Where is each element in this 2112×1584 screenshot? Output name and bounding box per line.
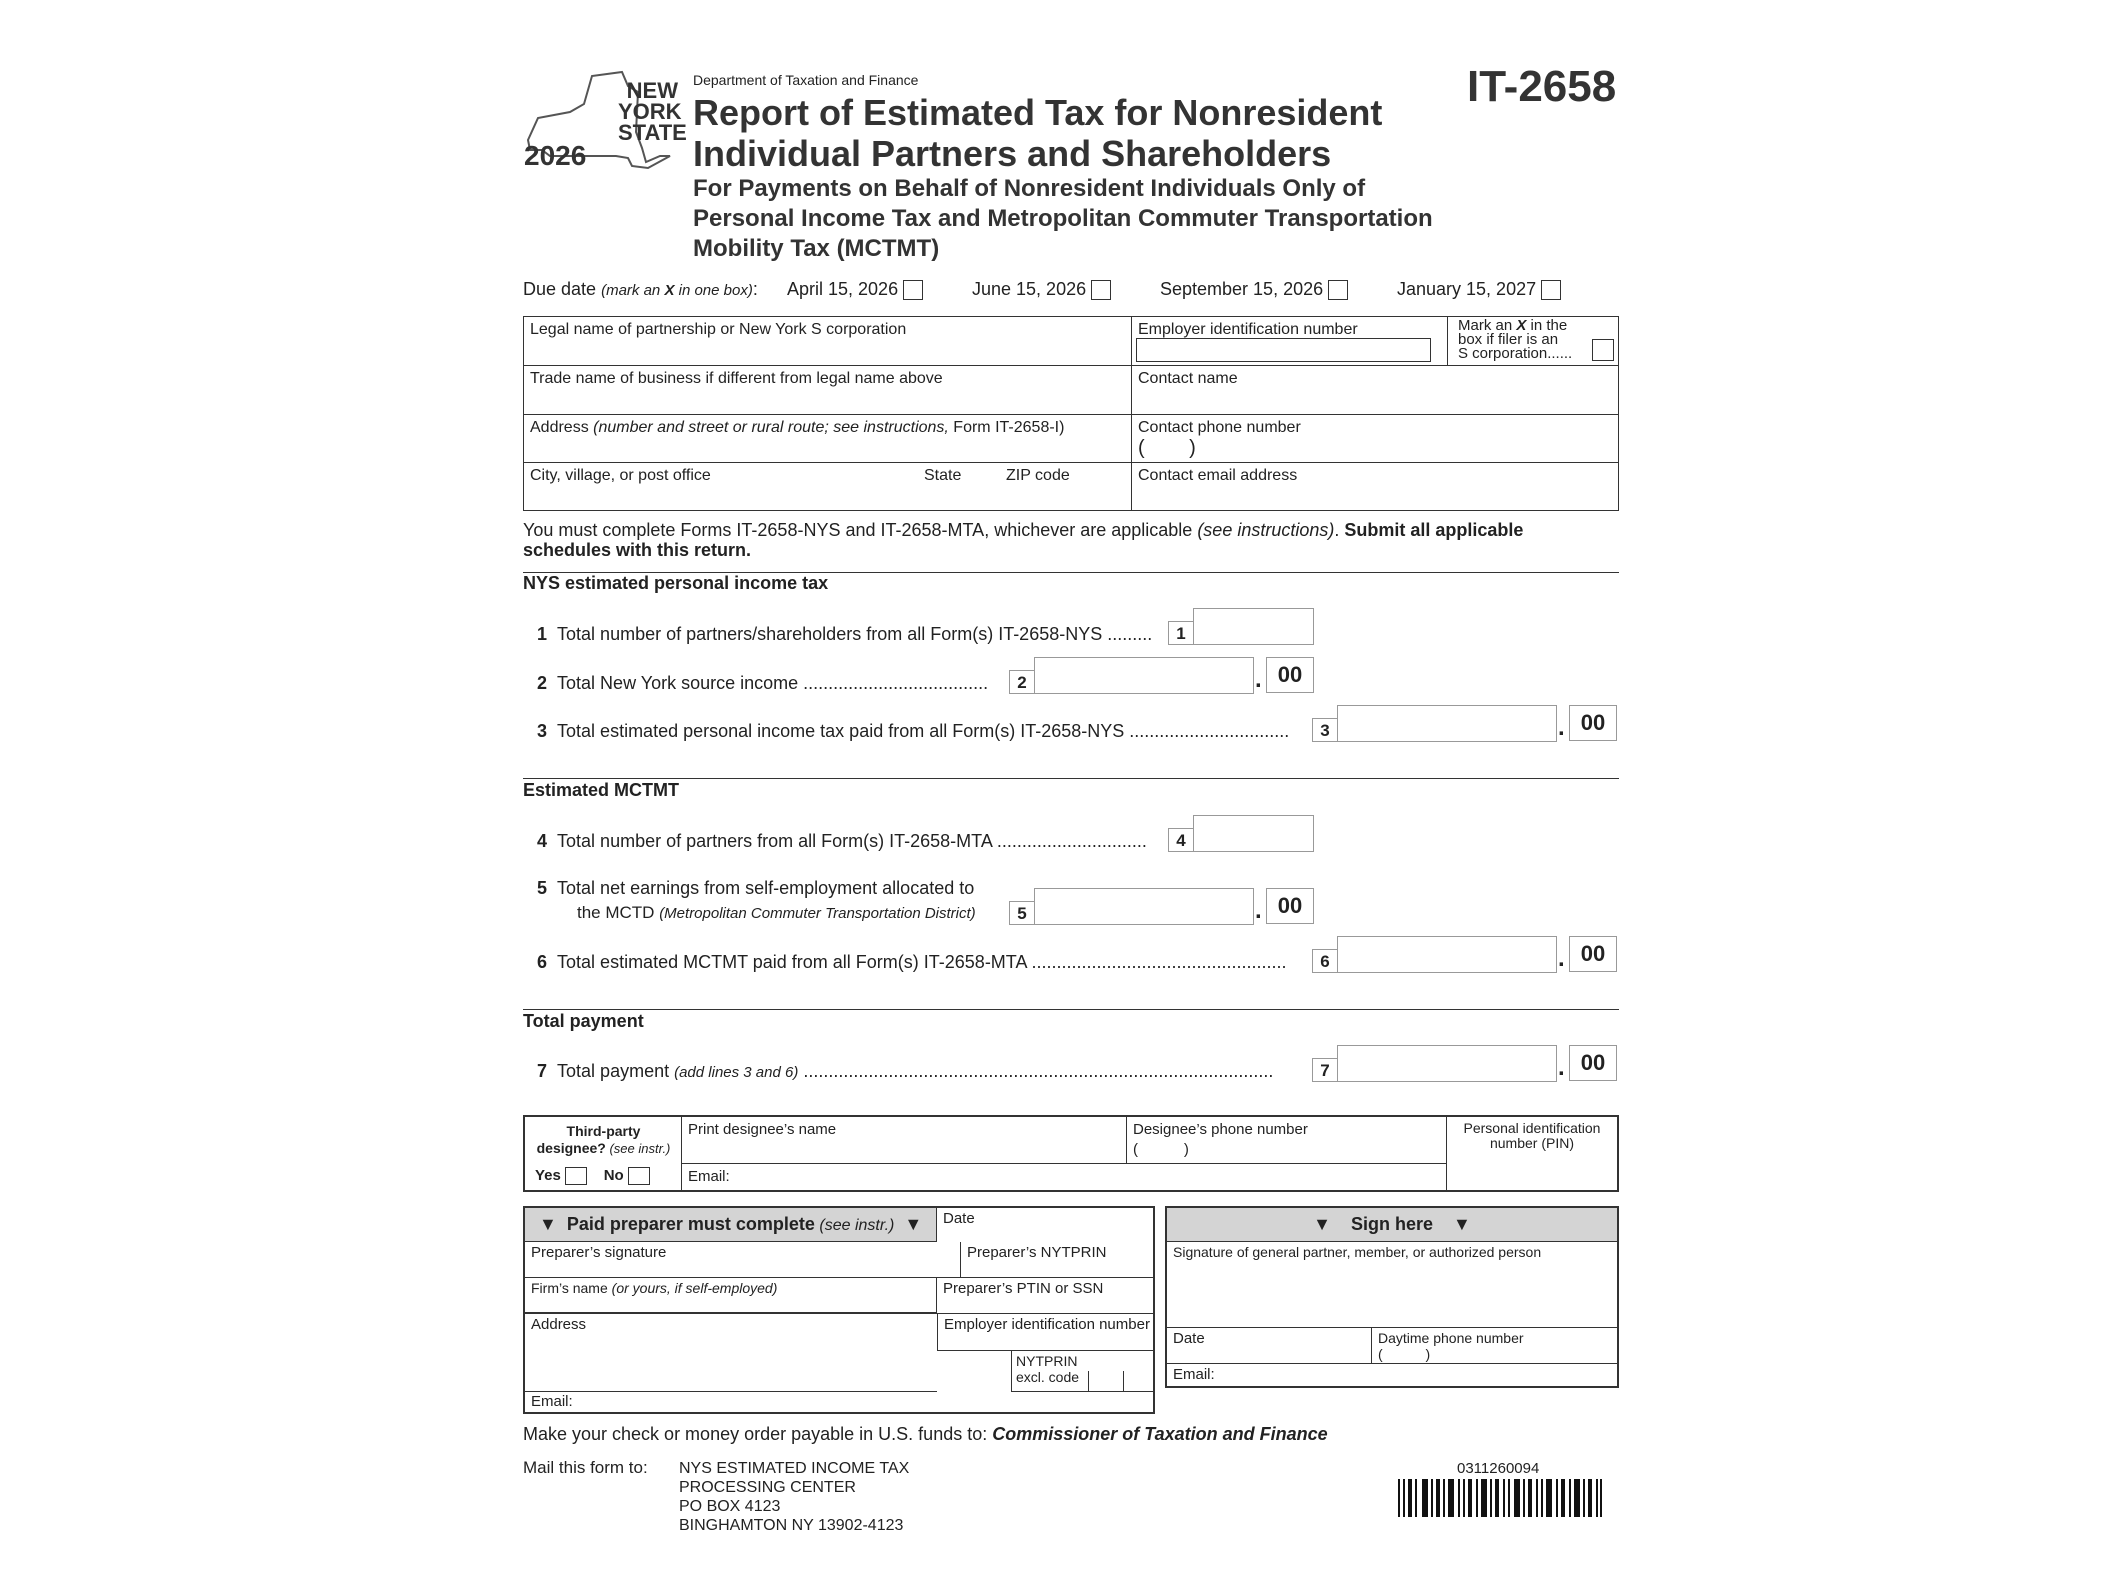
line-4-text: Total number of partners from all Form(s) IT-2658-MTA ..............................	[557, 831, 1147, 851]
line-number: 3	[537, 721, 548, 741]
due-date-row: Due date (mark an X in one box):	[523, 279, 758, 299]
due-date-checkbox[interactable]	[903, 280, 923, 300]
trade-name-field[interactable]	[524, 366, 1132, 415]
instructions-text: You must complete Forms IT-2658-NYS and IT-2658-MTA, whichever are applicable (see instructions). Submit all applicable schedules with this return.	[523, 520, 1524, 560]
preparer-ein-field[interactable]	[937, 1314, 1153, 1351]
preparer-ptin-label: Preparer’s PTIN or SSN	[943, 1280, 1104, 1297]
legal-name-field[interactable]	[524, 317, 1132, 366]
down-arrow-icon: ▼	[539, 1214, 557, 1234]
excl-code-box[interactable]	[1088, 1371, 1124, 1391]
line-4-input[interactable]	[1193, 815, 1314, 852]
line-number: 6	[537, 952, 548, 972]
legal-name-label: Legal name of partnership or New York S corporation	[530, 321, 907, 338]
line-7-box-number: 7	[1312, 1058, 1338, 1082]
line-6-input[interactable]	[1337, 936, 1557, 973]
down-arrow-icon: ▼	[904, 1214, 923, 1234]
designee-no-checkbox[interactable]	[628, 1167, 650, 1185]
designee-pin-label: Personal identification number (PIN)	[1463, 1120, 1601, 1151]
paid-preparer-table	[523, 1206, 1155, 1414]
sign-heading: Sign here	[1350, 1214, 1434, 1234]
nytprin-excl-code-field[interactable]	[1011, 1351, 1153, 1392]
sign-date-field[interactable]	[1167, 1328, 1372, 1364]
mctmt-section-heading: Estimated MCTMT	[523, 780, 680, 800]
signature-label: Signature of general partner, member, or authorized person	[1173, 1244, 1542, 1260]
third-party-designee-table	[523, 1115, 1619, 1192]
mail-label: Mail this form to:	[523, 1458, 648, 1477]
daytime-phone-label: Daytime phone number	[1378, 1330, 1524, 1346]
preparer-signature-label: Preparer’s signature	[531, 1244, 667, 1261]
designee-phone-parens: ( )	[1133, 1141, 1189, 1158]
designee-name-field[interactable]	[682, 1117, 1127, 1164]
line-5-input[interactable]	[1034, 888, 1254, 925]
ein-label: Employer identification number	[1138, 321, 1358, 338]
line-number: 4	[537, 831, 548, 851]
logo-line-new: NEW	[626, 78, 678, 103]
sign-email-field[interactable]	[1167, 1364, 1617, 1386]
due-date-text: January 15, 2027	[1397, 279, 1537, 299]
designee-question: Third-party designee? (see instr.) Yes No	[525, 1117, 682, 1190]
decimal-point: .	[1558, 714, 1565, 741]
line-6-text: Total estimated MCTMT paid from all Form(s) IT-2658-MTA ...................................................	[557, 952, 1287, 972]
nytprin-excl-label: NYTPRIN excl. code	[1016, 1353, 1080, 1385]
line-7-input[interactable]	[1337, 1045, 1557, 1082]
line-4-box-number: 4	[1168, 828, 1194, 852]
down-arrow-icon: ▼	[1313, 1214, 1331, 1234]
due-date-option-4	[1397, 279, 1561, 300]
line-5-text: Total net earnings from self-employment allocated to	[557, 878, 975, 898]
nys-map-logo	[520, 70, 687, 175]
daytime-phone-field[interactable]	[1372, 1328, 1617, 1364]
line-5-box-number: 5	[1009, 901, 1035, 925]
line-1-box-number: 1	[1168, 621, 1194, 645]
taxpayer-info-table	[523, 316, 1619, 511]
preparer-heading: Paid preparer must complete	[566, 1214, 815, 1234]
tax-year: 2026	[524, 140, 587, 171]
line-2-cents: 00	[1266, 657, 1314, 693]
s-corp-field	[1448, 317, 1618, 366]
line-3-cents: 00	[1569, 705, 1617, 741]
decimal-point: .	[1255, 897, 1262, 924]
ein-input[interactable]	[1136, 338, 1431, 362]
preparer-email-label: Email:	[531, 1393, 573, 1410]
trade-name-label: Trade name of business if different from legal name above	[530, 370, 943, 387]
total-section-heading: Total payment	[523, 1011, 644, 1031]
ein-field	[1132, 317, 1448, 366]
designee-yes-label: Yes	[535, 1167, 561, 1184]
designee-email-label: Email:	[688, 1168, 730, 1185]
s-corp-label: Mark an X in the box if filer is an S corporation......	[1458, 317, 1573, 362]
due-date-text: April 15, 2026	[787, 279, 899, 299]
phone-parens: ( )	[1138, 437, 1196, 459]
line-5	[537, 878, 974, 899]
preparer-signature-field[interactable]	[525, 1242, 961, 1278]
line-1	[537, 624, 1152, 645]
line-6-cents: 00	[1569, 936, 1617, 972]
sign-date-label: Date	[1173, 1330, 1205, 1347]
line-2	[537, 673, 988, 694]
city-field[interactable]	[524, 463, 1132, 510]
logo-line-york: YORK	[618, 99, 682, 124]
line-3	[537, 721, 1289, 742]
sign-header	[1167, 1208, 1617, 1242]
s-corp-checkbox[interactable]	[1592, 339, 1614, 361]
address-label: Address (number and street or rural route; see instructions, Form IT-2658-I)	[530, 419, 1065, 436]
contact-name-label: Contact name	[1138, 370, 1238, 387]
due-date-checkbox[interactable]	[1541, 280, 1561, 300]
preparer-nytprin-label: Preparer’s NYTPRIN	[967, 1244, 1107, 1261]
signature-field[interactable]	[1167, 1242, 1617, 1328]
line-6	[537, 952, 1287, 973]
preparer-nytprin-field[interactable]	[961, 1242, 1153, 1278]
address-field[interactable]	[524, 415, 1132, 463]
line-3-input[interactable]	[1337, 705, 1557, 742]
designee-name-label: Print designee’s name	[688, 1121, 837, 1138]
due-date-option-3	[1160, 279, 1348, 300]
designee-no-label: No	[603, 1167, 624, 1184]
line-3-box-number: 3	[1312, 718, 1338, 742]
due-date-option-2	[972, 279, 1111, 300]
decimal-point: .	[1255, 666, 1262, 693]
barcode-graphic	[1398, 1479, 1603, 1517]
form-title-line2: Individual Partners and Shareholders	[693, 133, 1332, 174]
contact-email-field[interactable]	[1132, 463, 1618, 510]
preparer-date-field[interactable]	[937, 1208, 1153, 1242]
line-1-input[interactable]	[1193, 608, 1314, 645]
payable-instruction: Make your check or money order payable in U.S. funds to: Commissioner of Taxation and Finance	[523, 1424, 1328, 1444]
preparer-ein-label: Employer identification number	[944, 1316, 1150, 1333]
preparer-address-field[interactable]	[525, 1314, 937, 1392]
preparer-header: ▼ Paid preparer must complete (see instr.) ▼	[525, 1208, 937, 1242]
line-1-text: Total number of partners/shareholders from all Form(s) IT-2658-NYS .........	[557, 624, 1153, 644]
line-number: 5	[537, 878, 548, 898]
line-2-input[interactable]	[1034, 657, 1254, 694]
line-number: 1	[537, 624, 548, 644]
divider	[523, 1009, 1619, 1010]
contact-name-field[interactable]	[1132, 366, 1618, 415]
line-6-box-number: 6	[1312, 949, 1338, 973]
logo-line-state: STATE	[618, 120, 687, 145]
preparer-address-label: Address	[531, 1316, 587, 1333]
city-label: City, village, or post office	[530, 467, 711, 484]
designee-yes-checkbox[interactable]	[565, 1167, 587, 1185]
designee-phone-label: Designee’s phone number	[1133, 1121, 1308, 1138]
contact-phone-label: Contact phone number	[1138, 419, 1301, 436]
line-7: 7 Total payment (add lines 3 and 6) ..............................................................................................	[537, 1061, 1274, 1081]
barcode	[1398, 1479, 1603, 1517]
subtitle-line2: Personal Income Tax and Metropolitan Commuter Transportation	[693, 205, 1433, 232]
contact-phone-field[interactable]	[1132, 415, 1618, 463]
designee-phone-field[interactable]	[1127, 1117, 1447, 1164]
form-number: IT-2658	[1467, 62, 1617, 111]
line-5-cents: 00	[1266, 888, 1314, 924]
designee-pin-field[interactable]	[1447, 1117, 1617, 1190]
due-date-checkbox[interactable]	[1091, 280, 1111, 300]
barcode-number: 0311260094	[1457, 1460, 1540, 1477]
due-date-option-1	[787, 279, 923, 300]
due-date-instruction: (mark an X in one box)	[601, 282, 753, 299]
line-number: 7	[537, 1061, 548, 1081]
department-name: Department of Taxation and Finance	[693, 72, 919, 88]
firm-name-label: Firm’s name (or yours, if self-employed)	[531, 1280, 778, 1296]
mailing-address: NYS ESTIMATED INCOME TAX PROCESSING CENTER PO BOX 4123 BINGHAMTON NY 13902-4123	[679, 1460, 910, 1534]
sign-here-table	[1165, 1206, 1619, 1388]
contact-email-label: Contact email address	[1138, 467, 1298, 484]
zip-label: ZIP code	[1006, 467, 1070, 484]
form-title-line1: Report of Estimated Tax for Nonresident	[693, 92, 1383, 133]
line-5-continued: the MCTD (Metropolitan Commuter Transportation District)	[577, 903, 976, 922]
nys-section-heading: NYS estimated personal income tax	[523, 573, 829, 593]
designee-email-field[interactable]	[682, 1164, 1447, 1190]
form-title	[693, 92, 1382, 174]
preparer-date-label: Date	[943, 1210, 975, 1227]
due-date-text: June 15, 2026	[972, 279, 1087, 299]
subtitle-line1: For Payments on Behalf of Nonresident Individuals Only of	[693, 175, 1366, 202]
subtitle-line3: Mobility Tax (MCTMT)	[693, 235, 940, 262]
line-number: 2	[537, 673, 548, 693]
due-date-text: September 15, 2026	[1160, 279, 1324, 299]
sign-email-label: Email:	[1173, 1366, 1215, 1383]
due-date-checkbox[interactable]	[1328, 280, 1348, 300]
line-3-text: Total estimated personal income tax paid from all Form(s) IT-2658-NYS ................................	[557, 721, 1290, 741]
line-4	[537, 831, 1147, 852]
designee-label: Third-party	[566, 1123, 641, 1139]
decimal-point: .	[1558, 1054, 1565, 1081]
down-arrow-icon: ▼	[1453, 1214, 1471, 1234]
form-subtitle	[693, 174, 1433, 264]
line-2-text: Total New York source income .....................................	[557, 673, 989, 693]
decimal-point: .	[1558, 945, 1565, 972]
line-2-box-number: 2	[1009, 670, 1035, 694]
firm-name-field[interactable]	[525, 1278, 937, 1314]
preparer-ptin-field[interactable]	[937, 1278, 1153, 1314]
line-7-cents: 00	[1569, 1045, 1617, 1081]
daytime-phone-parens: ( )	[1378, 1346, 1431, 1362]
divider	[523, 778, 1619, 779]
due-date-label: Due date	[523, 279, 597, 299]
preparer-email-field[interactable]	[525, 1392, 1153, 1412]
state-label: State	[924, 467, 962, 484]
